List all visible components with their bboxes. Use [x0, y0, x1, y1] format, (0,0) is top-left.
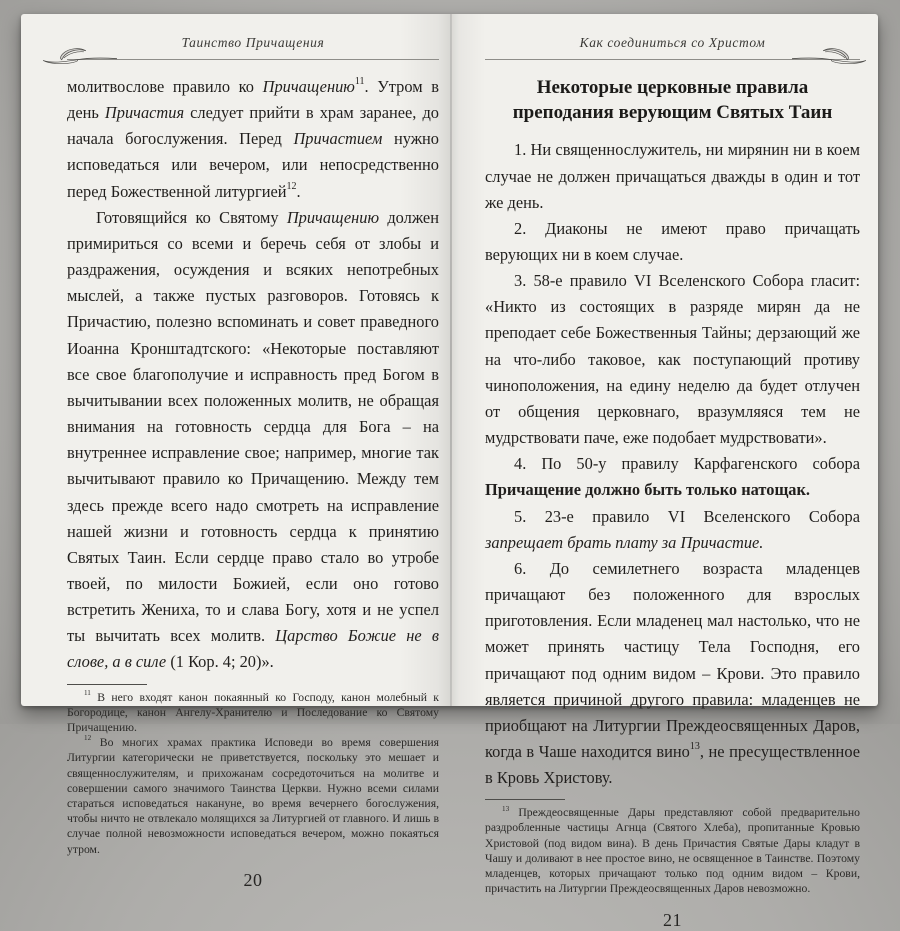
- rule-item-4: 4. По 50-у правилу Карфагенского собора Причащение должно быть только натощак.: [485, 454, 860, 500]
- right-footnotes: [485, 791, 860, 930]
- left-page-body: [67, 74, 439, 676]
- flourish-icon: [41, 42, 117, 72]
- footnote-11: $^{11}$ В него входят канон покаянный ко Господу, канон молебный к Богородице, канон Ангелу-Хранителю и Последование ко Святому Причащению.: [67, 688, 439, 734]
- right-page-body: [485, 137, 860, 791]
- chapter-title: Некоторые церковные правила преподания верующим Святых Таин: [512, 77, 833, 123]
- rule-item-5: 5. 23-е правило VI Вселенского Собора запрещает брать плату за Причастие.: [485, 506, 860, 552]
- right-page-number: 21: [663, 909, 682, 930]
- right-page: [451, 14, 878, 930]
- footnote-13: $^{13}$ Преждеосвященные Дары представляют собой предварительно раздробленные частицы Агнца (Святого Хлеба), пропитанные Кровью Христовой (под видом вина). В день Причастия Святые Дары кладут в Чашу и доливают в нее простое вино, не освященное в Таинстве. Поэтому младенцев, которых причащают только под одним видом – Крови, причастить на Литургии Преждеосвященных Даров невозможно.: [485, 804, 860, 896]
- left-running-header-text: Таинство Причащения: [181, 35, 325, 50]
- rule-item-3: 3. 58-е правило VI Вселенского Собора гласит: «Никто из состоящих в разряде мирян да не преподает себе Божественныя Тайны; дерзающий же на что-либо таковое, как поступающий противу чиноположения, на едину неделю да будет отлучен от общения церковнаго, вразумляяся тем не мудрствовати паче, еже подобает мудрствовати».: [485, 271, 860, 448]
- footnote-12: $^{12}$ Во многих храмах практика Исповеди во время совершения Литургии категорически не приветствуется, поскольку это мешает и священнослужителям, и прихожанам сосредоточиться на молитве и совершении самого значимого Таинства Церкви. Нужно всеми силами стараться исповедаться накануне, во время вечернего богослужения, чтобы ничто не отвлекало молящихся за Литургией от главного. И лишь в случае полной невозможности исповедаться вечером, можно покаяться утром.: [67, 734, 439, 856]
- left-footnotes: [67, 676, 439, 891]
- rule-item-2: 2. Диаконы не имеют право причащать верующих ни в коем случае.: [485, 218, 860, 264]
- left-paragraph-2: Готовящийся ко Святому Причащению должен примириться со всеми и беречь себя от злобы и раздражения, осуждения и всяких непотребных мыслей, а также пустых разговоров. Готовясь к Причастию, полезно вспоминать и совет праведного Иоанна Кронштадтского: «Некоторые поставляют все свое благополучие и исправность пред Богом в вычитывании всех положенных молитв, не обращая внимания на готовность сердца для Бога – на внутреннее исправление свое; например, многие так вычитывают правило ко Причащению. Между тем здесь прежде всего надо смотреть на исправление нашей жизни и готовность сердца к принятию Святых Таин. Если сердце право стало во утробе твоей, по милости Божией, если оно готово встретить Жениха, то и слава Богу, хотя и не успел ты вычитать всех молитв. Царство Божие не в слове, а в силе (1 Кор. 4; 20)».: [67, 207, 440, 672]
- right-running-header-text: Как соединиться со Христом: [579, 35, 766, 50]
- left-page-number: 20: [243, 869, 263, 890]
- rule-item-1: 1. Ни священнослужитель, ни мирянин ни в коем случае не должен причащаться дважды в один и тот же день.: [485, 140, 860, 212]
- open-book: [21, 14, 878, 930]
- left-page: [21, 14, 451, 890]
- right-running-header: [485, 34, 860, 60]
- footnote-separator: [67, 684, 147, 685]
- rule-item-6: 6. До семилетнего возраста младенцев причащают без положенного для взрослых приготовления. Если младенец мал настолько, что не может принять частицу Тела Господня, его причащают под одним видом – Крови. Это правило является причиной другого правила: младенцев не приобщают на Литургии Преждеосвященных Даров, когда в Чаше находится вино$^{13}$, не пресуществленное в Кровь Христову.: [485, 558, 860, 788]
- flourish-icon: [792, 42, 868, 72]
- footnote-separator: [485, 799, 565, 800]
- left-running-header: [67, 34, 439, 60]
- left-paragraph-1: молитвослове правило ко Причащению$^{11}$. Утром в день Причастия следует прийти в храм заранее, до начала богослужения. Перед Причастием нужно исповедаться или вечером, или непосредственно перед Божественной литургией$^{12}$.: [67, 76, 440, 201]
